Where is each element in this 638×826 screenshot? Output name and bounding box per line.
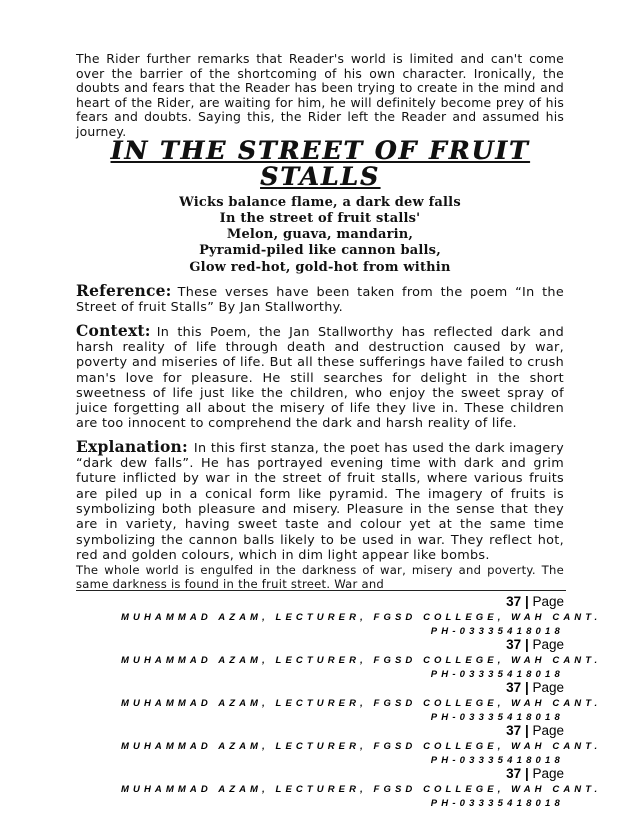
verse-line: In the street of fruit stalls' (219, 210, 421, 226)
page-number: 37 (506, 723, 522, 738)
page-label: Page (532, 637, 564, 652)
verse-line: Melon, guava, mandarin, (226, 227, 414, 243)
page-number-line (506, 680, 564, 695)
page-label: Page (532, 723, 564, 738)
footer-stack (0, 594, 638, 809)
context-paragraph (76, 320, 564, 432)
page-number: 37 (506, 766, 522, 781)
verse-line: Pyramid-piled like cannon balls, (199, 243, 441, 259)
reference-heading: Reference: (76, 281, 172, 301)
page-number-line (506, 723, 564, 738)
continuation-paragraph: The whole world is engulfed in the darkness of war, misery and poverty. The same darkness is found in the fruit street. War and (76, 563, 564, 591)
poem-title: IN THE STREET OF FRUIT STALLS (110, 135, 530, 191)
page-number: 37 (506, 637, 522, 652)
page-number-line (506, 766, 564, 781)
reference-paragraph (76, 283, 564, 316)
explanation-paragraph (76, 436, 564, 563)
context-heading: Context: (76, 320, 151, 340)
explanation-text: In this first stanza, the poet has used the dark imagery “dark dew falls”. He has portrayed evening time with dark and grim future inflicted by war in the street of fruit stalls, where various fruits are piled up in a conical form like pyramid. The imagery of fruits is symbolizing both pleasure and misery. Pleasure in the sense that they are in variety, having sweet taste and colour yet at the same time symbolizing the cannon balls likely to be used in war. They reflect hot, red and golden colours, which in dim light appear like bombs. (76, 440, 564, 563)
poem-stanza (76, 195, 564, 276)
page-separator: | (521, 637, 533, 652)
phone-line: PH-03335418018 (430, 626, 564, 637)
page-footer (0, 723, 638, 766)
page-number: 37 (506, 680, 522, 695)
page-separator: | (521, 766, 533, 781)
phone-line: PH-03335418018 (430, 669, 564, 680)
page-separator: | (521, 594, 533, 609)
page-label: Page (532, 594, 564, 609)
verse-line: Wicks balance flame, a dark dew falls (179, 194, 461, 210)
author-line: MUHAMMAD AZAM, LECTURER, FGSD COLLEGE, WAH CANT. (121, 612, 602, 623)
author-line: MUHAMMAD AZAM, LECTURER, FGSD COLLEGE, WAH CANT. (121, 698, 602, 709)
phone-line: PH-03335418018 (430, 712, 564, 723)
author-line: MUHAMMAD AZAM, LECTURER, FGSD COLLEGE, WAH CANT. (121, 741, 602, 752)
page-footer (0, 766, 638, 809)
page-label: Page (532, 680, 564, 695)
page-separator: | (521, 723, 533, 738)
explanation-heading: Explanation: (76, 436, 188, 456)
page-number-line (506, 594, 564, 609)
page-label: Page (532, 766, 564, 781)
verse-line: Glow red-hot, gold-hot from within (189, 259, 451, 275)
context-text: In this Poem, the Jan Stallworthy has reflected dark and harsh reality of life through death and destruction caused by war, poverty and miseries of life. But all these sufferings have failed to crush man's love for pleasure. He still searches for delight in the short sweetness of life just like the children, who enjoy the sweet spray of juice forgetting all about the misery of life they live in. These children are too innocent to comprehend the dark and harsh reality of life. (76, 324, 564, 432)
page-footer (0, 594, 638, 637)
page-footer (0, 637, 638, 680)
page-separator: | (521, 680, 533, 695)
author-line: MUHAMMAD AZAM, LECTURER, FGSD COLLEGE, WAH CANT. (121, 784, 602, 795)
reference-text: These verses have been taken from the poem “In the Street of fruit Stalls” By Jan Stallworthy. (76, 285, 564, 316)
author-line: MUHAMMAD AZAM, LECTURER, FGSD COLLEGE, WAH CANT. (121, 655, 602, 666)
document-page (76, 52, 564, 591)
phone-line: PH-03335418018 (430, 755, 564, 766)
intro-paragraph: The Rider further remarks that Reader's world is limited and can't come over the barrier of the shortcoming of his own character. Ironically, the doubts and fears that the Reader has been trying to create in the mind and heart of the Rider, are waiting for him, he will definitely become prey of his fears and doubts. Saying this, the Rider left the Reader and assumed his journey. (76, 51, 564, 139)
phone-line: PH-03335418018 (430, 798, 564, 809)
page-number: 37 (506, 594, 522, 609)
page-number-line (506, 637, 564, 652)
footer-divider (76, 590, 566, 591)
page-footer (0, 680, 638, 723)
